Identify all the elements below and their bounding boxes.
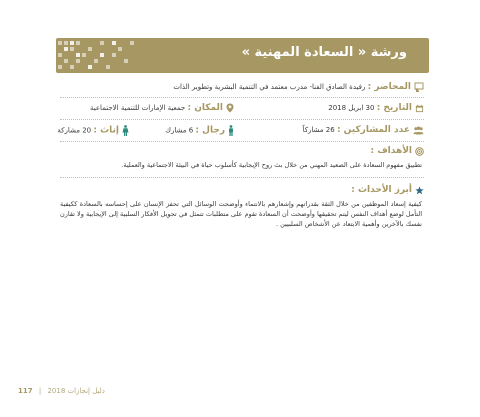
date-place-row bbox=[60, 103, 424, 117]
divider bbox=[60, 141, 424, 142]
participants-total: 26 مشاركاً bbox=[302, 126, 335, 134]
divider bbox=[60, 97, 424, 98]
participants-total-cell bbox=[303, 125, 424, 135]
page-footer bbox=[18, 387, 105, 395]
target-icon bbox=[415, 147, 424, 156]
woman-icon bbox=[122, 125, 129, 136]
lecturer-icon bbox=[414, 82, 424, 92]
calendar-icon bbox=[415, 104, 424, 113]
location-pin-icon bbox=[226, 103, 234, 113]
lecturer-value: رفيدة الصادق الفنا- مدرب معتمد في التنمية البشرية وتطوير الذات bbox=[173, 83, 366, 91]
participants-label: عدد المشاركين : bbox=[336, 125, 410, 135]
date-value: 30 ابريل 2018 bbox=[328, 104, 375, 112]
women-value: 20 مشاركة bbox=[57, 126, 92, 135]
date-label: التاريخ : bbox=[376, 103, 412, 113]
highlights-text: كيفية إسعاد الموظفين من خلال الثقة بقدراتهم وإشعارهم بالانتماء وأوضحت الوسائل التي تحفز الإنسان على إحساسه بالسعادة ككيفية التأمل لوضع أهداف النفس ليتم تحقيقها وأوضحت أن السعادة تقوم على متطلبات تتمثل في تحويل الأفكار السلبية إلى الإيجابية ولا تقارن نفسك بالآخرين وأهمية الابتعاد عن الأشخاص السلبيين . bbox=[59, 200, 422, 228]
women-label: إناث : bbox=[93, 125, 119, 136]
men-label: رجال : bbox=[195, 125, 225, 136]
objectives-heading bbox=[60, 146, 424, 156]
man-icon bbox=[228, 125, 234, 136]
men-cell bbox=[165, 125, 234, 136]
objectives-title: الأهداف : bbox=[370, 146, 412, 156]
participants-row bbox=[57, 125, 424, 139]
lecturer-label: المحاضر : bbox=[367, 82, 411, 92]
page-number: 117 bbox=[18, 387, 33, 395]
objectives-text: تطبيق مفهوم السعادة على الصعيد المهني من خلال بث روح الإيجابية كأسلوب حياة في البيئة الاجتماعية والعملية. bbox=[121, 161, 422, 169]
date-cell bbox=[328, 103, 424, 113]
footer-separator: | bbox=[38, 387, 42, 395]
title-banner bbox=[56, 38, 429, 73]
men-value: 6 مشارك bbox=[165, 126, 194, 135]
divider bbox=[60, 119, 424, 120]
star-icon bbox=[415, 186, 424, 195]
women-cell bbox=[57, 125, 129, 136]
place-cell bbox=[90, 103, 234, 113]
footer-text: دليل إنجازات 2018 bbox=[47, 387, 105, 395]
place-label: المكان : bbox=[187, 103, 223, 113]
participants-icon bbox=[413, 126, 424, 135]
lecturer-row bbox=[60, 82, 424, 92]
highlights-heading bbox=[60, 185, 424, 195]
page-title: ورشة « السعادة المهنية » bbox=[241, 45, 407, 60]
place-value: جمعية الإمارات للتنمية الاجتماعية bbox=[90, 104, 186, 112]
highlights-title: أبرز الأحداث : bbox=[351, 185, 412, 195]
pixel-pattern-decoration bbox=[56, 38, 146, 73]
divider bbox=[60, 177, 424, 178]
